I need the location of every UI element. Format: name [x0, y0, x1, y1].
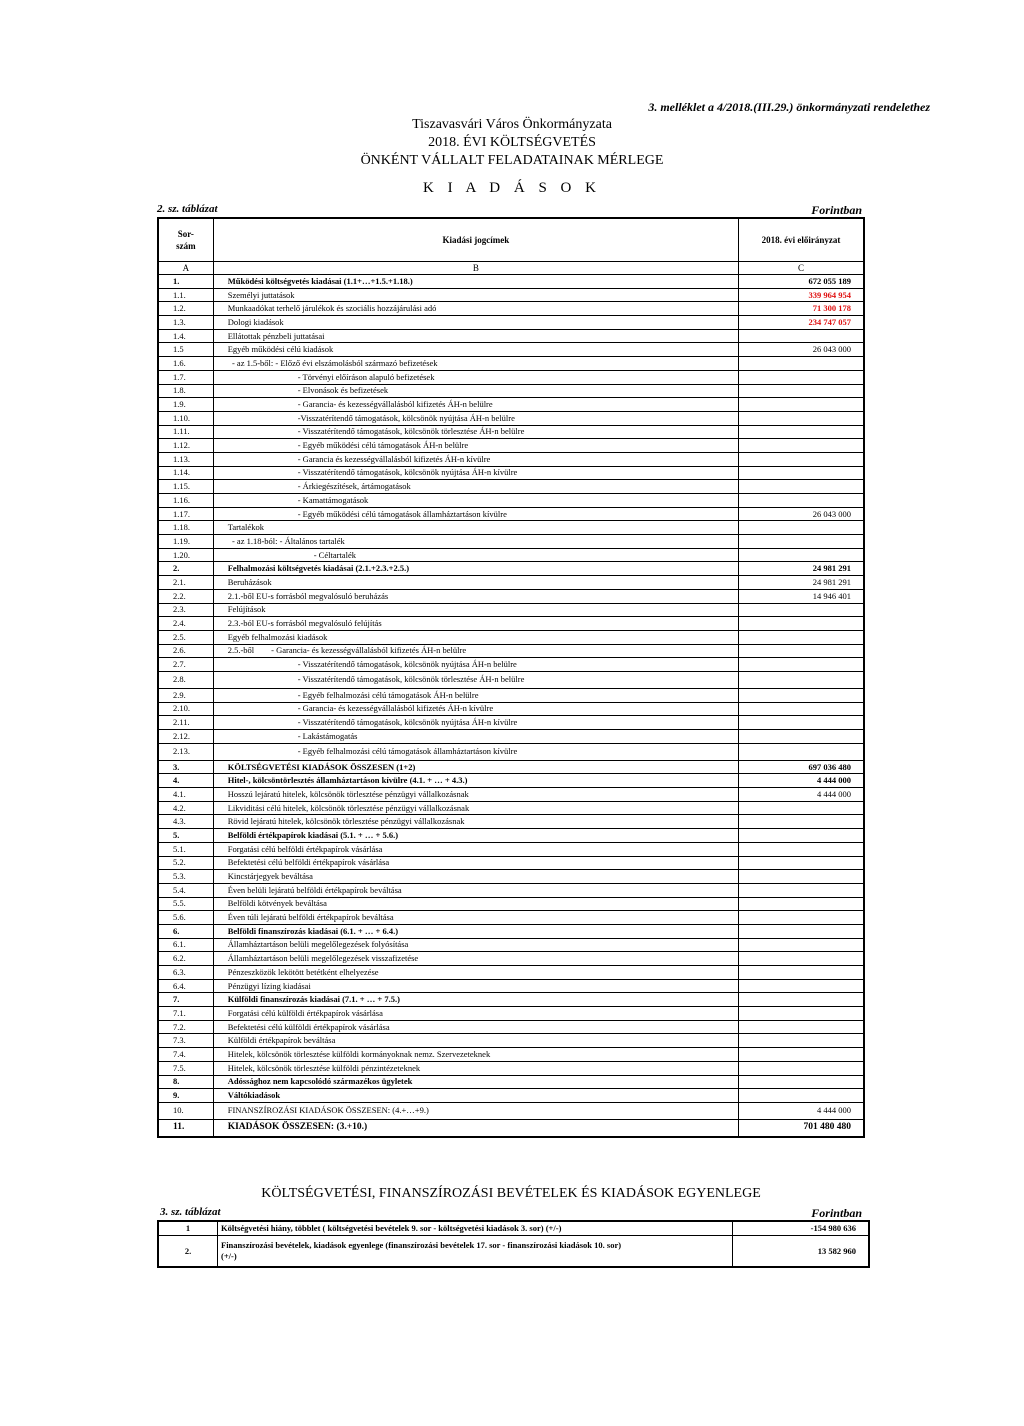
row-title: 2.3.-ból EU-s forrásból megvalósuló felújítás — [213, 617, 738, 631]
row-amount: 4 444 000 — [739, 1102, 864, 1119]
table-row — [158, 1119, 864, 1137]
row-title: Forgatási célú belföldi értékpapírok vásárlása — [213, 842, 738, 856]
row-amount — [739, 743, 864, 760]
table-row — [158, 870, 864, 884]
row-amount — [739, 911, 864, 925]
table-row — [158, 883, 864, 897]
row-number: 1.11. — [158, 425, 213, 439]
table-header-row — [158, 218, 864, 262]
row-number: 5. — [158, 829, 213, 843]
row-number: 7.1. — [158, 1007, 213, 1021]
row-amount: 14 946 401 — [739, 589, 864, 603]
row-number: 2.3. — [158, 603, 213, 617]
row-number: 2.12. — [158, 730, 213, 744]
row-amount — [739, 870, 864, 884]
row-title: 2.1.-ből EU-s forrásból megvalósuló beruházás — [213, 589, 738, 603]
column-letters-row — [158, 262, 864, 275]
row-title: 2.5.-ből - Garancia- és kezességvállalásból kifizetés ÁH-n belülre — [213, 644, 738, 658]
table-row — [158, 730, 864, 744]
table-row — [158, 924, 864, 938]
row-title: FINANSZÍROZÁSI KIADÁSOK ÖSSZESEN: (4.+…+9.) — [213, 1102, 738, 1119]
table-row — [158, 788, 864, 802]
row-number: 7.5. — [158, 1061, 213, 1075]
expenses-table — [157, 217, 865, 1138]
budget-title: 2018. ÉVI KÖLTSÉGVETÉS — [428, 135, 596, 150]
row-number: 4.3. — [158, 815, 213, 829]
table-row — [158, 535, 864, 549]
row-number: 5.3. — [158, 870, 213, 884]
balance-row-title: Finanszírozási bevételek, kiadások egyenlege (finanszírozási bevételek 17. sor - finanszírozási kiadások 10. sor) (+/-) — [218, 1236, 733, 1268]
table-row — [158, 439, 864, 453]
row-amount: 339 964 954 — [739, 288, 864, 302]
row-amount: 24 981 291 — [739, 562, 864, 576]
row-title: - Visszatérítendő támogatások, kölcsönök törlesztése ÁH-n belülre — [213, 425, 738, 439]
row-amount — [739, 829, 864, 843]
row-number: 9. — [158, 1089, 213, 1103]
row-amount — [739, 801, 864, 815]
row-amount: 697 036 480 — [739, 760, 864, 774]
row-number: 2.4. — [158, 617, 213, 631]
table-row — [158, 398, 864, 412]
row-amount — [739, 644, 864, 658]
row-title: - Visszatérítendő támogatások, kölcsönök nyújtása ÁH-n kívülre — [213, 716, 738, 730]
header-amount: 2018. évi előirányzat — [739, 218, 864, 262]
row-title: Államháztartáson belüli megelőlegezések visszafizetése — [213, 952, 738, 966]
row-amount — [739, 1020, 864, 1034]
row-amount — [739, 494, 864, 508]
row-number: 1.5 — [158, 343, 213, 357]
row-number: 4. — [158, 774, 213, 788]
balance-row-number: 2. — [158, 1236, 218, 1268]
row-amount — [739, 1089, 864, 1103]
table-row — [158, 357, 864, 371]
row-title: Működési költségvetés kiadásai (1.1+…+1.5.+1.18.) — [213, 275, 738, 289]
row-title: - Kamattámogatások — [213, 494, 738, 508]
row-amount — [739, 370, 864, 384]
table-row — [158, 1020, 864, 1034]
row-title: Felhalmozási költségvetés kiadásai (2.1.+2.3.+2.5.) — [213, 562, 738, 576]
table-row — [158, 1007, 864, 1021]
row-title: Hitelek, kölcsönök törlesztése külföldi kormányoknak nemz. Szervezeteknek — [213, 1048, 738, 1062]
row-number: 1.10. — [158, 411, 213, 425]
row-title: Belföldi értékpapírok kiadásai (5.1. + … + 5.6.) — [213, 829, 738, 843]
row-number: 1.1. — [158, 288, 213, 302]
balance-row — [158, 1221, 869, 1236]
row-amount — [739, 993, 864, 1007]
row-number: 1.3. — [158, 316, 213, 330]
unit-label: Forintban — [811, 203, 862, 217]
row-title: Külföldi finanszírozás kiadásai (7.1. + … + 7.5.) — [213, 993, 738, 1007]
row-number: 4.1. — [158, 788, 213, 802]
row-number: 1.8. — [158, 384, 213, 398]
row-number: 4.2. — [158, 801, 213, 815]
balance-table-label: 3. sz. táblázat — [160, 1206, 221, 1218]
document-reference: 3. melléklet a 4/2018.(III.29.) önkormányzati rendelethez — [648, 100, 930, 114]
row-number: 1.4. — [158, 329, 213, 343]
table-row — [158, 1061, 864, 1075]
table-row — [158, 938, 864, 952]
section-title: K I A D Á S O K — [423, 180, 601, 196]
row-title: Államháztartáson belüli megelőlegezések folyósítása — [213, 938, 738, 952]
row-number: 10. — [158, 1102, 213, 1119]
row-title: - Céltartalék — [213, 548, 738, 562]
row-number: 6.3. — [158, 966, 213, 980]
table-row — [158, 644, 864, 658]
row-amount — [739, 716, 864, 730]
row-number: 6.4. — [158, 979, 213, 993]
row-number: 5.1. — [158, 842, 213, 856]
row-number: 1.9. — [158, 398, 213, 412]
table-row — [158, 329, 864, 343]
table-row — [158, 343, 864, 357]
row-amount — [739, 411, 864, 425]
row-amount — [739, 1034, 864, 1048]
header-title: Kiadási jogcímek — [213, 218, 738, 262]
row-number: 7.4. — [158, 1048, 213, 1062]
row-amount — [739, 1061, 864, 1075]
row-number: 2.9. — [158, 688, 213, 702]
row-title: Belföldi kötvények beváltása — [213, 897, 738, 911]
row-title: - Visszatérítendő támogatások, kölcsönök nyújtása ÁH-n kívülre — [213, 466, 738, 480]
table-row — [158, 302, 864, 316]
row-title: Dologi kiadások — [213, 316, 738, 330]
row-amount — [739, 466, 864, 480]
row-number: 7. — [158, 993, 213, 1007]
table-row — [158, 370, 864, 384]
row-title: Munkaadókat terhelő járulékok és szociális hozzájárulási adó — [213, 302, 738, 316]
row-number: 2.7. — [158, 658, 213, 672]
table-row — [158, 576, 864, 590]
row-number: 1.7. — [158, 370, 213, 384]
row-number: 1.6. — [158, 357, 213, 371]
row-title: Tartalékok — [213, 521, 738, 535]
row-title: - Garancia és kezességvállalásból kifizetés ÁH-n kívülre — [213, 452, 738, 466]
table-row — [158, 993, 864, 1007]
letter-b: B — [213, 262, 738, 275]
table-row — [158, 829, 864, 843]
table-row — [158, 630, 864, 644]
row-title: Személyi juttatások — [213, 288, 738, 302]
row-title: KÖLTSÉGVETÉSI KIADÁSOK ÖSSZESEN (1+2) — [213, 760, 738, 774]
table-row — [158, 425, 864, 439]
row-title: Váltókiadások — [213, 1089, 738, 1103]
row-number: 1.2. — [158, 302, 213, 316]
table-row — [158, 494, 864, 508]
row-number: 8. — [158, 1075, 213, 1089]
table-row — [158, 480, 864, 494]
document-subtitle: ÖNKÉNT VÁLLALT FELADATAINAK MÉRLEGE — [360, 153, 664, 168]
row-amount — [739, 535, 864, 549]
row-amount — [739, 658, 864, 672]
row-title: Pénzeszközök lekötött betétként elhelyezése — [213, 966, 738, 980]
table-row — [158, 815, 864, 829]
row-title: - Egyéb működési célú támogatások államháztartáson kívülre — [213, 507, 738, 521]
letter-c: C — [739, 262, 864, 275]
row-amount — [739, 548, 864, 562]
row-number: 1.17. — [158, 507, 213, 521]
table-row — [158, 966, 864, 980]
row-title: - Garancia- és kezességvállalásból kifizetés ÁH-n kívülre — [213, 702, 738, 716]
row-title: - Lakástámogatás — [213, 730, 738, 744]
row-amount — [739, 452, 864, 466]
table-row — [158, 1034, 864, 1048]
row-number: 5.6. — [158, 911, 213, 925]
table-row — [158, 452, 864, 466]
row-title: Egyéb felhalmozási kiadások — [213, 630, 738, 644]
table-row — [158, 911, 864, 925]
row-number: 2.6. — [158, 644, 213, 658]
row-title: Belföldi finanszírozás kiadásai (6.1. + … + 6.4.) — [213, 924, 738, 938]
row-title: Beruházások — [213, 576, 738, 590]
row-number: 2.11. — [158, 716, 213, 730]
row-amount — [739, 730, 864, 744]
balance-row-amount: -154 980 636 — [733, 1221, 870, 1236]
table-row — [158, 275, 864, 289]
table-row — [158, 411, 864, 425]
row-title: - Egyéb felhalmozási célú támogatások államháztartáson kívülre — [213, 743, 738, 760]
row-title: - Egyéb felhalmozási célú támogatások ÁH-n belülre — [213, 688, 738, 702]
balance-row — [158, 1236, 869, 1268]
row-title: Egyéb működési célú kiadások — [213, 343, 738, 357]
balance-row-title: Költségvetési hiány, többlet ( költségvetési bevételek 9. sor - költségvetési kiadások 3. sor) (+/-) — [218, 1221, 733, 1236]
row-number: 3. — [158, 760, 213, 774]
row-number: 1. — [158, 275, 213, 289]
row-title: - Garancia- és kezességvállalásból kifizetés ÁH-n belülre — [213, 398, 738, 412]
row-title: Adóssághoz nem kapcsolódó származékos ügyletek — [213, 1075, 738, 1089]
row-amount — [739, 329, 864, 343]
table-row — [158, 702, 864, 716]
row-number: 1.18. — [158, 521, 213, 535]
table-row — [158, 316, 864, 330]
row-title: Kincstárjegyek beváltása — [213, 870, 738, 884]
row-number: 1.20. — [158, 548, 213, 562]
row-number: 5.2. — [158, 856, 213, 870]
row-title: - az 1.18-ból: - Általános tartalék — [213, 535, 738, 549]
table-row — [158, 1089, 864, 1103]
row-title: Éven belüli lejáratú belföldi értékpapírok beváltása — [213, 883, 738, 897]
row-title: - Elvonások és befizetések — [213, 384, 738, 398]
row-amount — [739, 398, 864, 412]
header-sor: Sor- szám — [158, 218, 213, 262]
row-title: - Visszatérítendő támogatások, kölcsönök nyújtása ÁH-n belülre — [213, 658, 738, 672]
row-amount — [739, 815, 864, 829]
row-title: Forgatási célú külföldi értékpapírok vásárlása — [213, 1007, 738, 1021]
row-amount — [739, 384, 864, 398]
row-amount: 24 981 291 — [739, 576, 864, 590]
row-number: 1.15. — [158, 480, 213, 494]
row-number: 6.2. — [158, 952, 213, 966]
row-amount — [739, 979, 864, 993]
row-amount — [739, 439, 864, 453]
row-number: 2. — [158, 562, 213, 576]
row-amount — [739, 952, 864, 966]
row-title: - Egyéb működési célú támogatások ÁH-n belülre — [213, 439, 738, 453]
table-row — [158, 1075, 864, 1089]
row-amount — [739, 966, 864, 980]
table-row — [158, 288, 864, 302]
row-amount: 26 043 000 — [739, 507, 864, 521]
table-row — [158, 384, 864, 398]
row-amount: 71 300 178 — [739, 302, 864, 316]
row-number: 1.19. — [158, 535, 213, 549]
table-row — [158, 671, 864, 688]
row-title: Rövid lejáratú hitelek, kölcsönök törlesztése pénzügyi vállalkozásnak — [213, 815, 738, 829]
balance-title: KÖLTSÉGVETÉSI, FINANSZÍROZÁSI BEVÉTELEK ÉS KIADÁSOK EGYENLEGE — [261, 1186, 761, 1201]
row-title: KIADÁSOK ÖSSZESEN: (3.+10.) — [213, 1119, 738, 1137]
row-amount — [739, 425, 864, 439]
row-title: - Törvényi előíráson alapuló befizetések — [213, 370, 738, 384]
row-number: 5.5. — [158, 897, 213, 911]
table-row — [158, 466, 864, 480]
row-number: 2.8. — [158, 671, 213, 688]
table-row — [158, 589, 864, 603]
table-row — [158, 842, 864, 856]
row-number: 2.2. — [158, 589, 213, 603]
row-number: 2.5. — [158, 630, 213, 644]
row-number: 2.10. — [158, 702, 213, 716]
row-title: Pénzügyi lízing kiadásai — [213, 979, 738, 993]
table-row — [158, 716, 864, 730]
table-row — [158, 521, 864, 535]
row-amount — [739, 702, 864, 716]
row-amount: 701 480 480 — [739, 1119, 864, 1137]
row-title: Felújítások — [213, 603, 738, 617]
org-name: Tiszavasvári Város Önkormányzata — [412, 117, 612, 132]
row-title: Külföldi értékpapírok beváltása — [213, 1034, 738, 1048]
row-number: 1.14. — [158, 466, 213, 480]
row-amount — [739, 688, 864, 702]
table-row — [158, 658, 864, 672]
row-amount — [739, 521, 864, 535]
table-row — [158, 507, 864, 521]
table-row — [158, 856, 864, 870]
row-number: 6. — [158, 924, 213, 938]
table-row — [158, 774, 864, 788]
table-row — [158, 562, 864, 576]
row-title: Befektetési célú külföldi értékpapírok vásárlása — [213, 1020, 738, 1034]
letter-a: A — [158, 262, 213, 275]
balance-table — [157, 1220, 870, 1268]
balance-row-number: 1 — [158, 1221, 218, 1236]
row-number: 2.13. — [158, 743, 213, 760]
row-amount — [739, 630, 864, 644]
row-amount — [739, 1007, 864, 1021]
balance-unit-label: Forintban — [811, 1206, 862, 1220]
row-amount — [739, 856, 864, 870]
table-row — [158, 897, 864, 911]
row-number: 6.1. — [158, 938, 213, 952]
row-number: 1.16. — [158, 494, 213, 508]
row-amount: 234 747 057 — [739, 316, 864, 330]
row-title: Hitelek, kölcsönök törlesztése külföldi pénzintézeteknek — [213, 1061, 738, 1075]
row-number: 7.3. — [158, 1034, 213, 1048]
row-title: - az 1.5-ből: - Előző évi elszámolásból származó befizetések — [213, 357, 738, 371]
row-amount — [739, 938, 864, 952]
table-row — [158, 952, 864, 966]
balance-row-amount: 13 582 960 — [733, 1236, 870, 1268]
row-number: 5.4. — [158, 883, 213, 897]
row-title: Likviditási célú hitelek, kölcsönök törlesztése pénzügyi vállalkozásnak — [213, 801, 738, 815]
row-amount: 4 444 000 — [739, 774, 864, 788]
row-title: Befektetési célú belföldi értékpapírok vásárlása — [213, 856, 738, 870]
table-row — [158, 743, 864, 760]
row-title: - Visszatérítendő támogatások, kölcsönök törlesztése ÁH-n belülre — [213, 671, 738, 688]
row-amount — [739, 617, 864, 631]
row-amount — [739, 842, 864, 856]
table-row — [158, 801, 864, 815]
row-title: Ellátottak pénzbeli juttatásai — [213, 329, 738, 343]
row-title: - Árkiegészítések, ártámogatások — [213, 480, 738, 494]
row-number: 2.1. — [158, 576, 213, 590]
table-row — [158, 603, 864, 617]
table-label: 2. sz. táblázat — [157, 203, 218, 215]
row-amount — [739, 671, 864, 688]
row-amount: 4 444 000 — [739, 788, 864, 802]
row-number: 1.13. — [158, 452, 213, 466]
row-amount — [739, 1075, 864, 1089]
table-row — [158, 1048, 864, 1062]
table-row — [158, 617, 864, 631]
row-title: Éven túli lejáratú belföldi értékpapírok beváltása — [213, 911, 738, 925]
row-amount — [739, 357, 864, 371]
table-row — [158, 979, 864, 993]
row-amount — [739, 603, 864, 617]
table-row — [158, 548, 864, 562]
table-row — [158, 760, 864, 774]
table-row — [158, 688, 864, 702]
row-amount — [739, 883, 864, 897]
row-title: -Visszatérítendő támogatások, kölcsönök nyújtása ÁH-n belülre — [213, 411, 738, 425]
row-amount — [739, 897, 864, 911]
title-block — [300, 116, 724, 170]
row-number: 11. — [158, 1119, 213, 1137]
row-number: 7.2. — [158, 1020, 213, 1034]
row-amount — [739, 1048, 864, 1062]
table-row — [158, 1102, 864, 1119]
row-amount: 672 055 189 — [739, 275, 864, 289]
row-amount — [739, 480, 864, 494]
row-title: Hitel-, kölcsöntörlesztés államháztartáson kívülre (4.1. + … + 4.3.) — [213, 774, 738, 788]
row-title: Hosszú lejáratú hitelek, kölcsönök törlesztése pénzügyi vállalkozásnak — [213, 788, 738, 802]
row-amount: 26 043 000 — [739, 343, 864, 357]
row-amount — [739, 924, 864, 938]
row-number: 1.12. — [158, 439, 213, 453]
